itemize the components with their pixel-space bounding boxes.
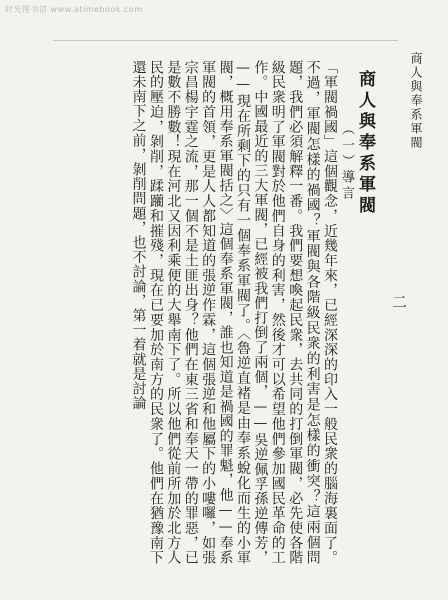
section-heading: （一）導言	[339, 122, 354, 202]
watermark: 时光图书馆 www.atimebook.com	[5, 5, 143, 14]
article-title: 商人與奉系軍閥	[355, 70, 375, 217]
header-rule	[53, 40, 398, 41]
running-head: 商人與奉系軍閥	[409, 52, 423, 150]
body-text	[48, 60, 338, 565]
page-number: 二	[390, 294, 408, 313]
body-paragraph: 「軍閥禍國」這個觀念，近幾年來，已經深深的印入一般民衆的腦海裏面了。不過，軍閥怎樣的禍國？軍閥與各階級民衆的利害是怎樣的衝突？這兩個問題，我們必須解釋一番。我們要想喚起民衆，去共同的打倒軍閥，必先使各階級民衆明了軍閥對於他們自身的利害，然後才可以希望他們參加國民革命的工作。中國最近的三大軍閥，已經被我們打倒了兩個，——吳逆佩孚孫逆傳芳，——現在所剩下的只有一個奉系軍閥了。〈魯逆直褚是由奉系蛻化而生的小軍閥，概用奉系軍閥括之〉這個奉系軍閥，誰也知道是禍國的罪魁，他——奉系軍閥的首領，更是人人都知道的張逆作霖，這個張逆和他屬下的小嘍囉，如張宗昌楊宇霆之流，那一個不是土匪出身？他們在東三省和奉天一帶的罪惡，已是數不勝數！現在河北又因利乘便的大舉南下了。所以他們從前所加於北方人民的壓迫，剝削，蹂躪和摧殘，現在已要加於南方的民衆了。他們在猶豫南下還未南下之前，剝削問題，也不討論，第一着就是討論	[130, 60, 338, 565]
